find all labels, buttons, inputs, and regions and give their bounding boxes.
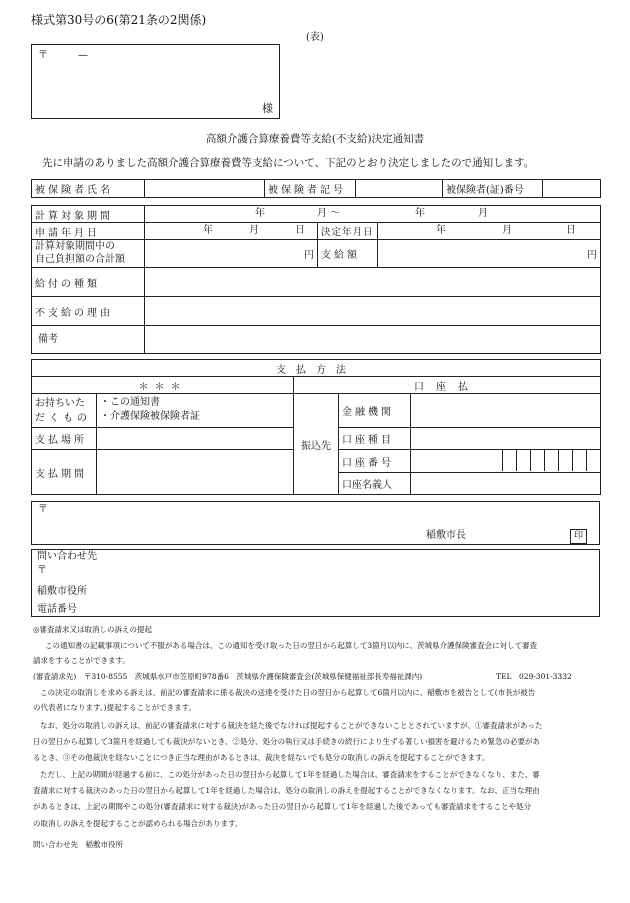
page-title: 高額介護合算療養費等支給(不支給)決定通知書 [205,133,425,145]
issuer-seal: 印 [570,529,587,544]
insured-number-value [356,180,443,198]
transfer-label: 振込先 [294,394,339,495]
insured-number-label: 被保険者記号 [265,180,356,198]
bring-label-2: だくもの [35,412,91,424]
issuer-box [31,501,600,545]
inquiry-phone-label: 電話番号 [37,604,77,615]
period-value [145,206,601,223]
notes-p2-line2: の代表者になります。)提起することができます。 [33,703,196,712]
payment-amount-value: 円 [378,240,601,268]
notes-heading: ◎審査請求又は取消しの訴えの提起 [33,625,153,634]
issuer-name: 稲敷市長 [426,530,466,541]
form-number: 様式第30号の6(第21条の2関係) [31,13,207,27]
payment-left-header: ＊＊＊ [32,377,294,394]
pay-period-label: 支払期間 [32,450,97,495]
pay-period-value [97,450,294,495]
notes-p3-line3: るとき、③その他裁決を経ないことにつき正当な理由があるときは、裁決を経ないでも処分の取消しの訴えを提起することができます。 [33,753,490,762]
insured-table [31,179,601,198]
insured-name-value [145,180,265,198]
notes-p2-line1: この決定の取消しを求める訴えは、前記の審査請求に係る裁決の送達を受けた日の翌日から起算して6箇月以内に、稲敷市を被告として(市長が被告 [40,688,536,697]
remarks-label-text: 備考 [38,334,58,345]
account-number-label: 口座番号 [339,450,411,473]
period-label: 計算対象期間 [32,206,145,223]
notes-p3-line1: なお、処分の取消しの訴えは、前記の審査請求に対する裁決を経た後でなければ提起することができないこととされていますが、①審査請求があった [40,721,543,730]
bring-label-1: お持ちいた [35,397,85,409]
app-day: 日 [295,225,305,236]
notes-footer: 問い合わせ先 稲敷市役所 [33,840,123,849]
account-holder-value [411,473,601,495]
notes-address: (審査請求先) 〒310-8555 茨城県水戸市笠原町978番6 茨城県介護保険審査会(茨城県保健福祉部長寿福祉課内) [33,672,423,681]
address-postal: 〒 — [38,50,88,61]
account-type-label: 口座種目 [339,428,411,450]
address-box [31,44,280,119]
bank-label: 金融機関 [339,394,411,428]
bank-value [411,394,601,428]
account-holder-label: 口座名義人 [339,473,411,495]
info-table [31,205,601,354]
app-month: 月 [249,225,259,236]
total-copay-label-2: 自己負担額の合計額 [35,253,125,265]
nonpayment-reason-label: 不支給の理由 [32,297,145,326]
period-to-month: 月 [478,208,488,219]
period-to-year: 年 [415,208,425,219]
application-date-value [145,223,318,240]
period-from-month: 月 〜 [317,208,341,219]
payment-table [31,359,601,495]
period-from-year: 年 [255,208,265,219]
notes-p1-line2: 請求をすることができます。 [33,656,130,665]
inquiry-postal: 〒 [37,565,47,576]
payment-amount-label: 支給額 [318,240,378,268]
notes-p4-line1: ただし、上記の期間が経過する前に、この処分があった日の翌日から起算して1年を経過した場合は、審査請求をすることができなくなり、また、審 [40,770,540,779]
address-honorific: 様 [262,102,273,115]
pay-place-value [97,428,294,450]
notes-p4-line3: があるときは、上記の期間やこの処分(審査請求に対する裁決)があった日の翌日から起算して1年を経過した後であっても審査請求をすることや処分 [33,802,531,811]
notes-p4-line4: の取消しの訴えを提起することが認められる場合があります。 [33,819,243,828]
insured-name-label: 被保険者氏名 [32,180,145,198]
insured-cert-label: 被保険者(証)番号 [443,180,543,198]
dec-year: 年 [436,225,446,236]
account-number-value [411,450,601,473]
inquiry-office: 稲敷市役所 [37,586,87,597]
benefit-kind-value [145,268,601,297]
total-copay-label [32,240,145,268]
notes-p4-line2: 査請求に対する裁決のあった日の翌日から起算して1年を経過した場合は、処分の取消しの訴えを提起することができなくなります。なお、正当な理由 [33,786,540,795]
nonpayment-reason-value [145,297,601,326]
notes-p1-line1: この通知書の記載事項について不服がある場合は、この通知を受け取った日の翌日から起算して3箇月以内に、茨城県介護保険審査会に対して審査 [45,641,538,650]
notes-tel: TEL 029-301-3332 [496,672,572,681]
inquiry-box [31,549,600,617]
decision-date-value [378,223,601,240]
bring-items-value [97,394,294,428]
bring-item-card: ・介護保険被保険者証 [100,411,200,422]
account-type-value [411,428,601,450]
bring-items-label [32,394,97,428]
payment-right-header: 口座払 [294,377,601,394]
pay-place-label: 支払場所 [32,428,97,450]
benefit-kind-label: 給付の種類 [32,268,145,297]
decision-date-label: 決定年月日 [318,223,378,240]
bring-item-notice: ・この通知書 [100,397,160,408]
app-year: 年 [203,225,213,236]
notes-p3-line2: 日の翌日から起算して3箇月を経過しても裁決がないとき、②処分、処分の執行又は手続きの続行により生ずる著しい損害を避けるため緊急の必要があ [33,737,540,746]
dec-month: 月 [502,225,512,236]
total-copay-value: 円 [145,240,318,268]
dec-day: 日 [566,225,576,236]
side-label: (表) [306,32,324,43]
insured-cert-value [543,180,601,198]
intro-text: 先に申請のありました高額介護合算療養費等支給について、下記のとおり決定しましたので通知します。 [42,157,535,169]
issuer-postal: 〒 [38,504,48,515]
application-date-label: 申請年月日 [32,223,145,240]
remarks-label [32,326,145,354]
payment-header: 支払方法 [32,360,601,377]
remarks-value [145,326,601,354]
total-copay-label-1: 計算対象期間中の [35,241,115,252]
inquiry-label: 問い合わせ先 [37,551,97,562]
